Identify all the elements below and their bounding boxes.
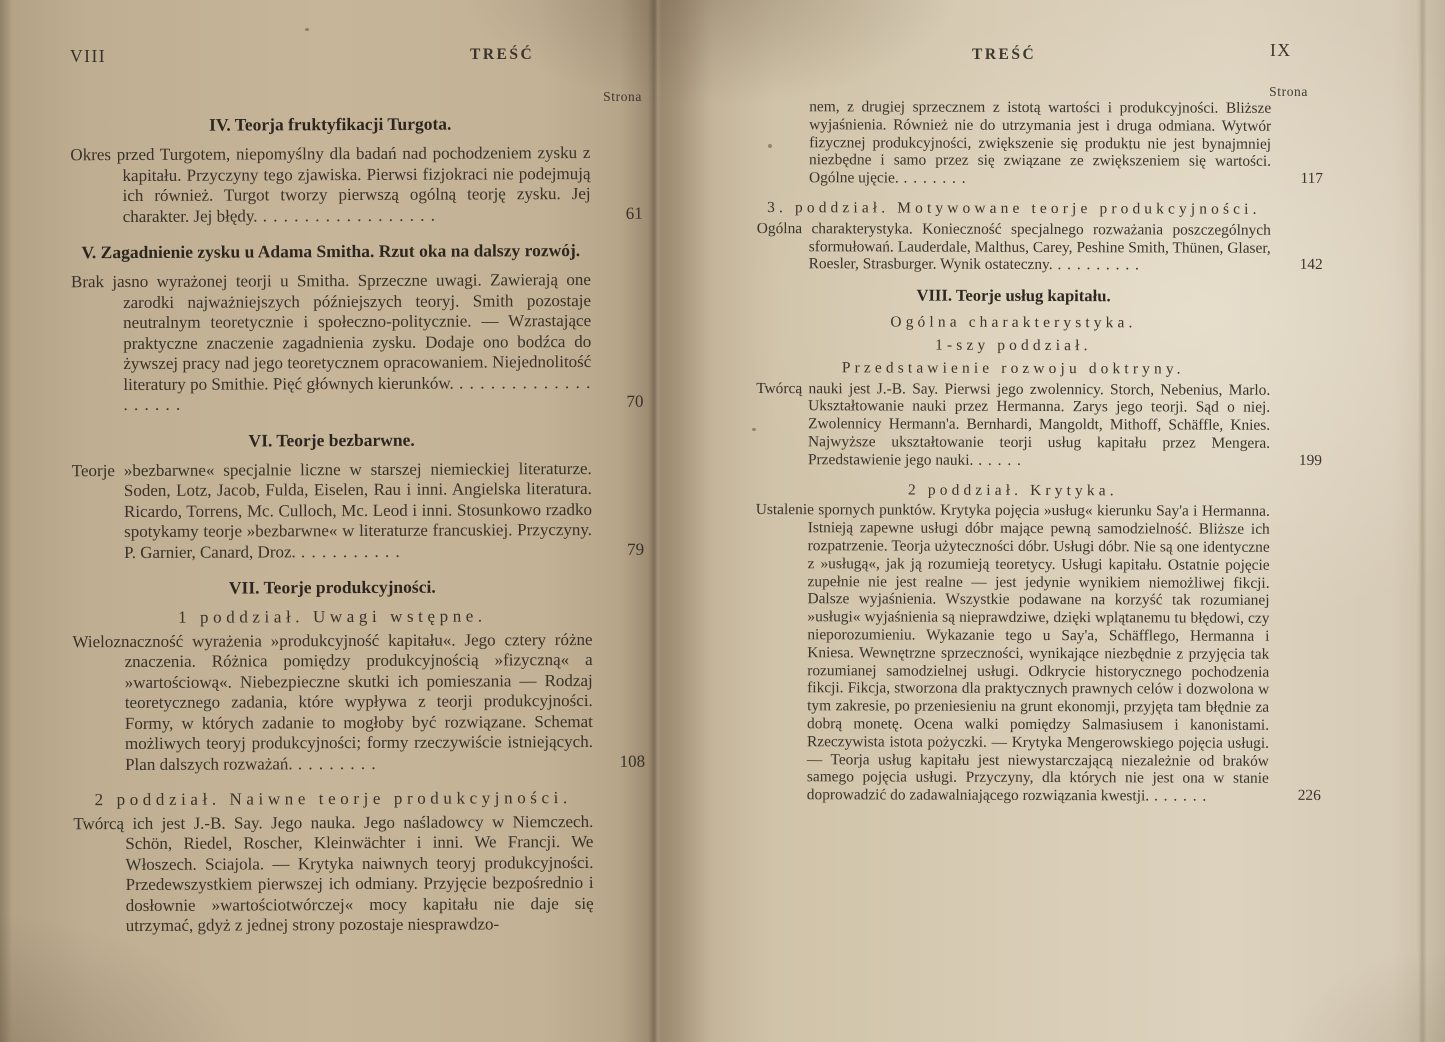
dot-leader: . . . . . . . . . [1052, 256, 1140, 274]
entry-page-number: 61 [625, 203, 643, 223]
left-running-title: TREŚĆ [470, 46, 535, 63]
entry-page-number: 117 [1300, 170, 1324, 188]
entry-page-number: 79 [627, 539, 645, 559]
toc-entry [757, 220, 1323, 275]
subheading-1-szy-poddzial: 1-szy poddział. [935, 336, 1092, 355]
entry-text: Okres przed Turgotem, niepomyślny dla badań nad pochodzeniem zysku z kapitału. Przyczyny tego zjawiska. Pierwsi fizjokraci nie podejmują ich również. Turgot tworzy pierwszą ogólną teorję zysku. Jej charakter. Jej błędy. [70, 142, 591, 226]
subheading-poddzial-2: 2 poddział. Naiwne teorje produkcyjności. [94, 788, 572, 810]
left-page-folio: VIII [70, 46, 107, 66]
entry-text: Brak jasno wyrażonej teorji u Smitha. Sprzeczne uwagi. Zawierają one zarodki najważniejszych późniejszych teoryj. Smith pozostaje neutralnym teoretycznie i społeczno-politycznie. — Wzrastające praktyczne znaczenie zagadnienia zysku. Dodaje ono bodźca do żywszej pracy nad jego teoretycznem opracowaniem. Niejednolitość literatury po Smithie. Pięć głównych kierunków. [70, 269, 592, 394]
section-heading-vi: VI. Teorje bezbarwne. [248, 429, 415, 450]
entry-page-number: 199 [1298, 451, 1323, 469]
toc-entry-unfinished [73, 811, 646, 936]
dot-leader: . . . . . . . . . . . . . . . . . [257, 205, 437, 225]
dot-leader: . . . . . . . . . . [295, 541, 401, 561]
right-page-column-label: Strona [1269, 84, 1308, 99]
gutter-fold-shadow [648, 0, 662, 1042]
right-page-toc [755, 98, 1324, 818]
toc-entry [72, 458, 644, 563]
dot-leader: . . . . . . . . [292, 753, 377, 773]
section-heading-v: V. Zagadnienie zysku u Adama Smitha. Rzut oka na dalszy rozwój. [81, 240, 581, 263]
dot-leader: . . . . . [973, 451, 1022, 469]
entry-text: Ustalenie spornych punktów. Krytyka pojęcia »usług« kierunku Say'a i Hermanna. Istnieją zapewne usługi dóbr mające pewną samodzielność. Bliższe ich rozpatrzenie. Teorja użyteczności dóbr. Usługi dóbr. Nie są one identyczne z »usługą«, jak ją rozumieją teoretycy. Usługi kapitału. Ostatnie pojęcie zupełnie nie jest realne — jest jedynie wynikiem niemożliwej fikcji. Dalsze wyjaśnienia. Wszystkie podawane na korzyść tak rozumianej »usługi« wyjaśnienia są nieprawdziwe, dzięki wplątanemu tu błędowi, czy nieporozumieniu. Wykazanie tego u Say'a, Schäfflego, Hermanna i Kniesa. Wewnętrzne sprzeczności, wynikające niezbędnie z przyjęcia tak rozumianej samodzielnej usługi. Odkrycie historycznego pochodzenia fikcji. Fikcja, stworzona dla praktycznych prawnych celów i dozwolona w tym zakresie, po przeniesieniu na grunt ekonomji, przyjęta tam błędnie za dobrą monetę. Ocena walki pomiędzy Salmasiusem i kanonistami. Rzeczywista istota pożyczki. — Krytyka Mengerowskiego pojęcia usługi. — Teorja usług kapitału jest niewystarczającą niezależnie od braków samego pojęcia usługi. Przyczyny, dla których nie jest ona w stanie doprowadzić do zadawalniającego rozwiązania kwestji. [755, 501, 1270, 805]
right-page-folio: IX [1270, 40, 1292, 60]
entry-page-number: 108 [619, 751, 646, 771]
page-edge-crease [1418, 0, 1427, 1042]
subheading-poddzial-1: 1 poddział. Uwagi wstępne. [178, 606, 487, 627]
toc-entry [72, 629, 645, 775]
subheading-2-poddzial-krytyka: 2 poddział. Krytyka. [908, 481, 1118, 499]
dot-leader: . . . . . . . [898, 169, 967, 187]
subheading-ogolna-charakterystyka: Ogólna charakterystyka. [890, 313, 1137, 332]
entry-page-number: 70 [626, 391, 644, 411]
right-running-title: TREŚĆ [972, 46, 1037, 63]
entry-page-number: 226 [1297, 786, 1321, 805]
entry-text: Twórcą ich jest J.-B. Say. Jego nauka. Jego naśladowcy w Niemczech. Schön, Riedel, Roscher, Kleinwächter i inni. We Francji. We Włoszech. Sciajola. — Krytyka naiwnych teoryj produkcyjności. Przedewszystkiem pierwszej ich odmiany. Przyjęcie bezpośrednio i dosłownie »wartościotwórczej« mocy kapitału nie daje się utrzymać, gdyż z jednej strony pozostaje niesprawdzo- [73, 811, 594, 936]
paper-speck [305, 28, 309, 31]
entry-text: Wieloznaczność wyrażenia »produkcyjność kapitału«. Jego cztery różne znaczenia. Różnica pomiędzy produkcyjnością »fizyczną« a »wartościową«. Niebezpieczne skutki ich pomieszania — Rodzaj teoretycznego zadania, które wypływa z teorji produkcyjności. Formy, w których zadanie to mogłoby być rozwiązane. Schemat możliwych teoryj produkcyjności; formy rzeczywiście istniejących. Plan dalszych rozważań. [72, 629, 594, 774]
entry-text: Teorje »bezbarwne« specjalnie liczne w starszej niemieckiej literaturze. Soden, Lotz, Jacob, Fulda, Eiselen, Rau i inni. Angielska literatura. Ricardo, Torrens, Mc. Culloch, Mc. Leod i inni. Stosunkowo rzadko spotykamy teorje »bezbarwne« w literaturze francuskiej. Przyczyny. P. Garnier, Canard, Droz. [71, 458, 593, 562]
toc-entry [70, 143, 642, 227]
dot-leader: . . . . . . [1149, 787, 1208, 805]
entry-text: Ogólna charakterystyka. Konieczność specjalnego rozważania poszczególnych sformułowań. Lauderdale, Malthus, Carey, Peshine Smith, Thünen, Glaser, Roesler, Strasburger. Wynik ostateczny. [756, 219, 1271, 274]
section-heading-viii: VIII. Teorje usług kapitału. [916, 285, 1111, 306]
section-heading-vii: VII. Teorje produkcyjności. [228, 576, 436, 598]
section-heading-iv: IV. Teorja fruktyfikacji Turgota. [209, 113, 452, 135]
subheading-przedstawienie-rozwoju: Przedstawienie rozwoju doktryny. [841, 359, 1185, 378]
left-page-column-label: Strona [603, 89, 642, 104]
entry-text: nem, z drugiej sprzecznem z istotą wartości i produkcyjności. Bliższe wyjaśnienia. Również nie do utrzymania jest i druga odmiana. Wytwór fizycznej produkcyjności, zwiększenie się produktu nie jest bynajmniej niezbędne i samo przez się związane ze zwiększeniem się wartości. Ogólne ujęcie. [808, 98, 1272, 187]
left-page-toc [70, 103, 646, 937]
toc-entry [756, 380, 1322, 471]
entry-page-number: 142 [1299, 256, 1323, 274]
toc-entry [71, 270, 644, 416]
subheading-poddzial-3: 3. poddział. Motywowane teorje produkcyjności. [767, 199, 1261, 218]
toc-entry [755, 501, 1322, 806]
dot-leader: . . . . . . . . . . . . . . . . . . . [123, 372, 592, 415]
entry-text: Twórcą nauki jest J.-B. Say. Pierwsi jego zwolennicy. Storch, Nebenius, Marlo. Ukształtowanie nauki przez Hermanna. Zarys jego teorji. Sąd o niej. Zwolennicy Hermann'a. Bernhardi, Mangoldt, Mithoff, Schäffle, Knies. Najwyższe ukształtowanie teorji usług kapitału przez Mengera. Przedstawienie jego nauki. [756, 379, 1271, 469]
toc-entry-continuation [757, 98, 1323, 189]
